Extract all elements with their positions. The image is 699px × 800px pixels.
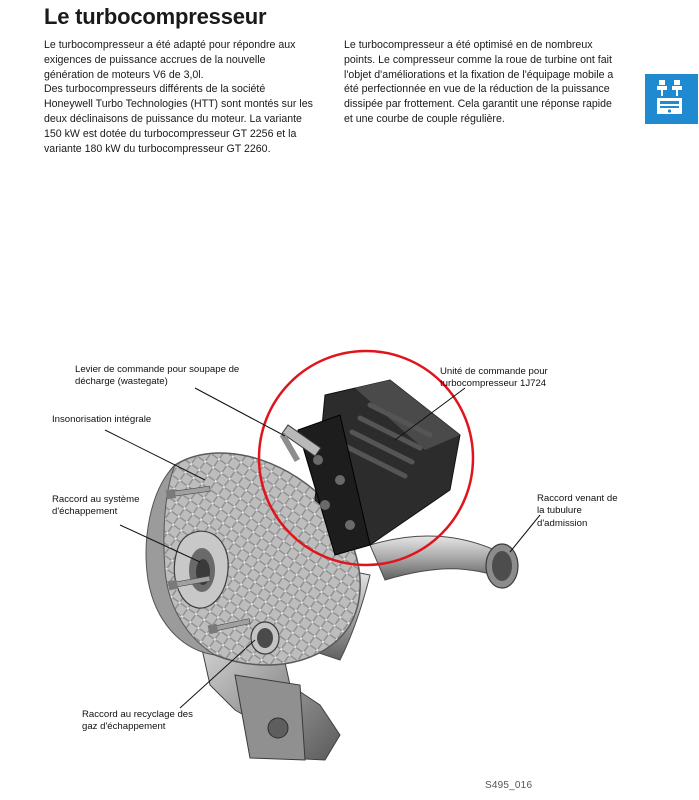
wastegate-label: Levier de commande pour soupape de décharge (wastegate) [75, 364, 240, 388]
left-text-column [44, 38, 314, 156]
insulation-label: Insonorisation intégrale [52, 414, 152, 425]
turbocharger-illustration [40, 340, 680, 770]
left-paragraph-1: Le turbocompresseur a été adapté pour répondre aux exigences de puissance accrues de la nouvelle génération de moteurs V6 de 3,0l. [44, 39, 296, 81]
figure-caption: S495_016 [485, 780, 533, 791]
page-title: Le turbocompresseur [44, 4, 267, 29]
exhaust-connection-label: Raccord au système d'échappement [52, 494, 140, 518]
turbocharger-figure [40, 340, 680, 770]
right-text-column [344, 38, 616, 127]
egr-connection-label: Raccord au recyclage des gaz d'échappement [82, 709, 193, 733]
control-unit-label: Unité de commande pour turbocompresseur 1J724 [440, 366, 548, 390]
left-paragraph-2: Des turbocompresseurs différents de la société Honeywell Turbo Technologies (HTT) sont montés sur les deux déclinaisons de puissance du moteur. La variante 150 kW est dotée du turbocompresseur GT 2256 et la variante 180 kW du turbocompresseur GT 2260. [44, 83, 313, 155]
engine-section-icon [645, 74, 698, 124]
intake-connection-label: Raccord venant de la tubulure d'admission [537, 493, 618, 529]
piston-icon [645, 74, 698, 124]
right-paragraph-1: Le turbocompresseur a été optimisé en de nombreux points. Le compresseur comme la roue de turbine ont fait l'objet d'améliorations et la fixation de l'équipage mobile a été perfectionnée en vue de la réduction de la puissance dissipée par frottement. Cela garantit une réponse rapide et une courbe de couple régulière. [344, 39, 614, 125]
